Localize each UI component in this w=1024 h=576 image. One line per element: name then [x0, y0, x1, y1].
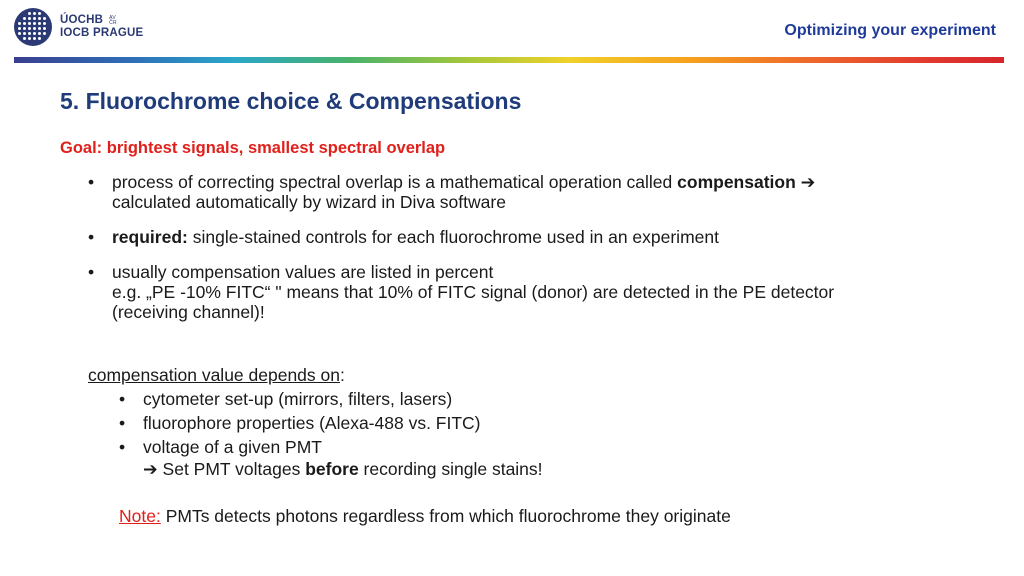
bullet-item: [88, 227, 988, 247]
logo-dot: [38, 27, 41, 30]
bullet-marker: •: [88, 262, 95, 282]
depends-item: [88, 411, 543, 435]
note-label: Note:: [119, 506, 161, 526]
depends-followup: [88, 459, 543, 479]
bullet-marker: •: [119, 389, 126, 409]
bullet-text-line3: (receiving channel)!: [112, 302, 265, 322]
logo-dot: [23, 22, 26, 25]
logo-dot: [23, 37, 26, 40]
logo-dot: [33, 37, 36, 40]
logo-dot: [18, 22, 21, 25]
logo-dot: [18, 32, 21, 35]
logo-dot: [33, 17, 36, 20]
bullet-bold: required:: [112, 227, 188, 247]
followup-bold: before: [305, 459, 359, 479]
depends-heading: [88, 363, 543, 387]
logo-dot: [28, 37, 31, 40]
logo-dot: [28, 27, 31, 30]
bullet-bold: compensation: [677, 172, 796, 192]
followup-text-end: recording single stains!: [358, 459, 543, 479]
slide-title: 5. Fluorochrome choice & Compensations: [60, 88, 522, 114]
depends-colon: :: [340, 365, 345, 385]
logo-dot: [43, 17, 46, 20]
depends-section: [88, 363, 543, 479]
arrow-icon: ➔: [795, 172, 816, 192]
logo-dot: [38, 17, 41, 20]
bullet-text-line2: calculated automatically by wizard in Diva software: [112, 192, 506, 212]
goal-text: Goal: brightest signals, smallest spectral overlap: [60, 139, 446, 157]
logo-dot: [28, 17, 31, 20]
followup-text: Set PMT voltages: [157, 459, 306, 479]
arrow-icon: ➔: [143, 459, 158, 479]
logo-text: [60, 14, 143, 40]
bullet-item: [88, 262, 988, 322]
depends-item: [88, 435, 543, 459]
logo-dot: [33, 32, 36, 35]
logo-dot: [43, 32, 46, 35]
bullet-text: process of correcting spectral overlap is a mathematical operation called: [112, 172, 678, 192]
logo-dot: [38, 37, 41, 40]
logo-line2: IOCB PRAGUE: [60, 27, 144, 39]
logo-dot: [43, 22, 46, 25]
logo-dot: [33, 12, 36, 15]
note-text: PMTs detects photons regardless from which fluorochrome they originate: [160, 506, 731, 526]
logo-dot: [33, 27, 36, 30]
bullet-marker: •: [119, 413, 126, 433]
bullet-item: [88, 172, 988, 212]
logo-line1-small: AV ČR: [109, 14, 117, 26]
logo: [14, 8, 143, 46]
bullet-marker: •: [119, 437, 126, 457]
depends-item-text: cytometer set-up (mirrors, filters, lasers): [143, 389, 453, 409]
logo-dot: [18, 27, 21, 30]
depends-item-text: voltage of a given PMT: [143, 437, 322, 457]
note: [119, 506, 731, 527]
header-title: Optimizing your experiment: [784, 22, 996, 39]
logo-dot: [38, 32, 41, 35]
logo-dot: [33, 22, 36, 25]
logo-dot: [28, 32, 31, 35]
logo-dot: [28, 22, 31, 25]
logo-dot: [38, 12, 41, 15]
logo-dot: [28, 12, 31, 15]
bullet-text: usually compensation values are listed in percent: [112, 262, 494, 282]
depends-item: [88, 387, 543, 411]
logo-dot: [23, 32, 26, 35]
logo-dot: [38, 22, 41, 25]
depends-heading-text: compensation value depends on: [88, 365, 340, 385]
logo-dot: [43, 27, 46, 30]
bullet-marker: •: [88, 227, 95, 247]
logo-dot: [23, 17, 26, 20]
iocb-logo-icon: [14, 8, 52, 46]
logo-line1: ÚOCHB: [60, 14, 104, 26]
logo-dot: [23, 27, 26, 30]
bullet-marker: •: [88, 172, 95, 192]
bullet-text-line2: e.g. „PE -10% FITC“ " means that 10% of FITC signal (donor) are detected in the PE detector: [112, 282, 835, 302]
bullet-text: single-stained controls for each fluorochrome used in an experiment: [187, 227, 719, 247]
bullet-list: [88, 172, 988, 337]
rainbow-divider: [14, 57, 1004, 63]
depends-item-text: fluorophore properties (Alexa-488 vs. FITC): [143, 413, 481, 433]
